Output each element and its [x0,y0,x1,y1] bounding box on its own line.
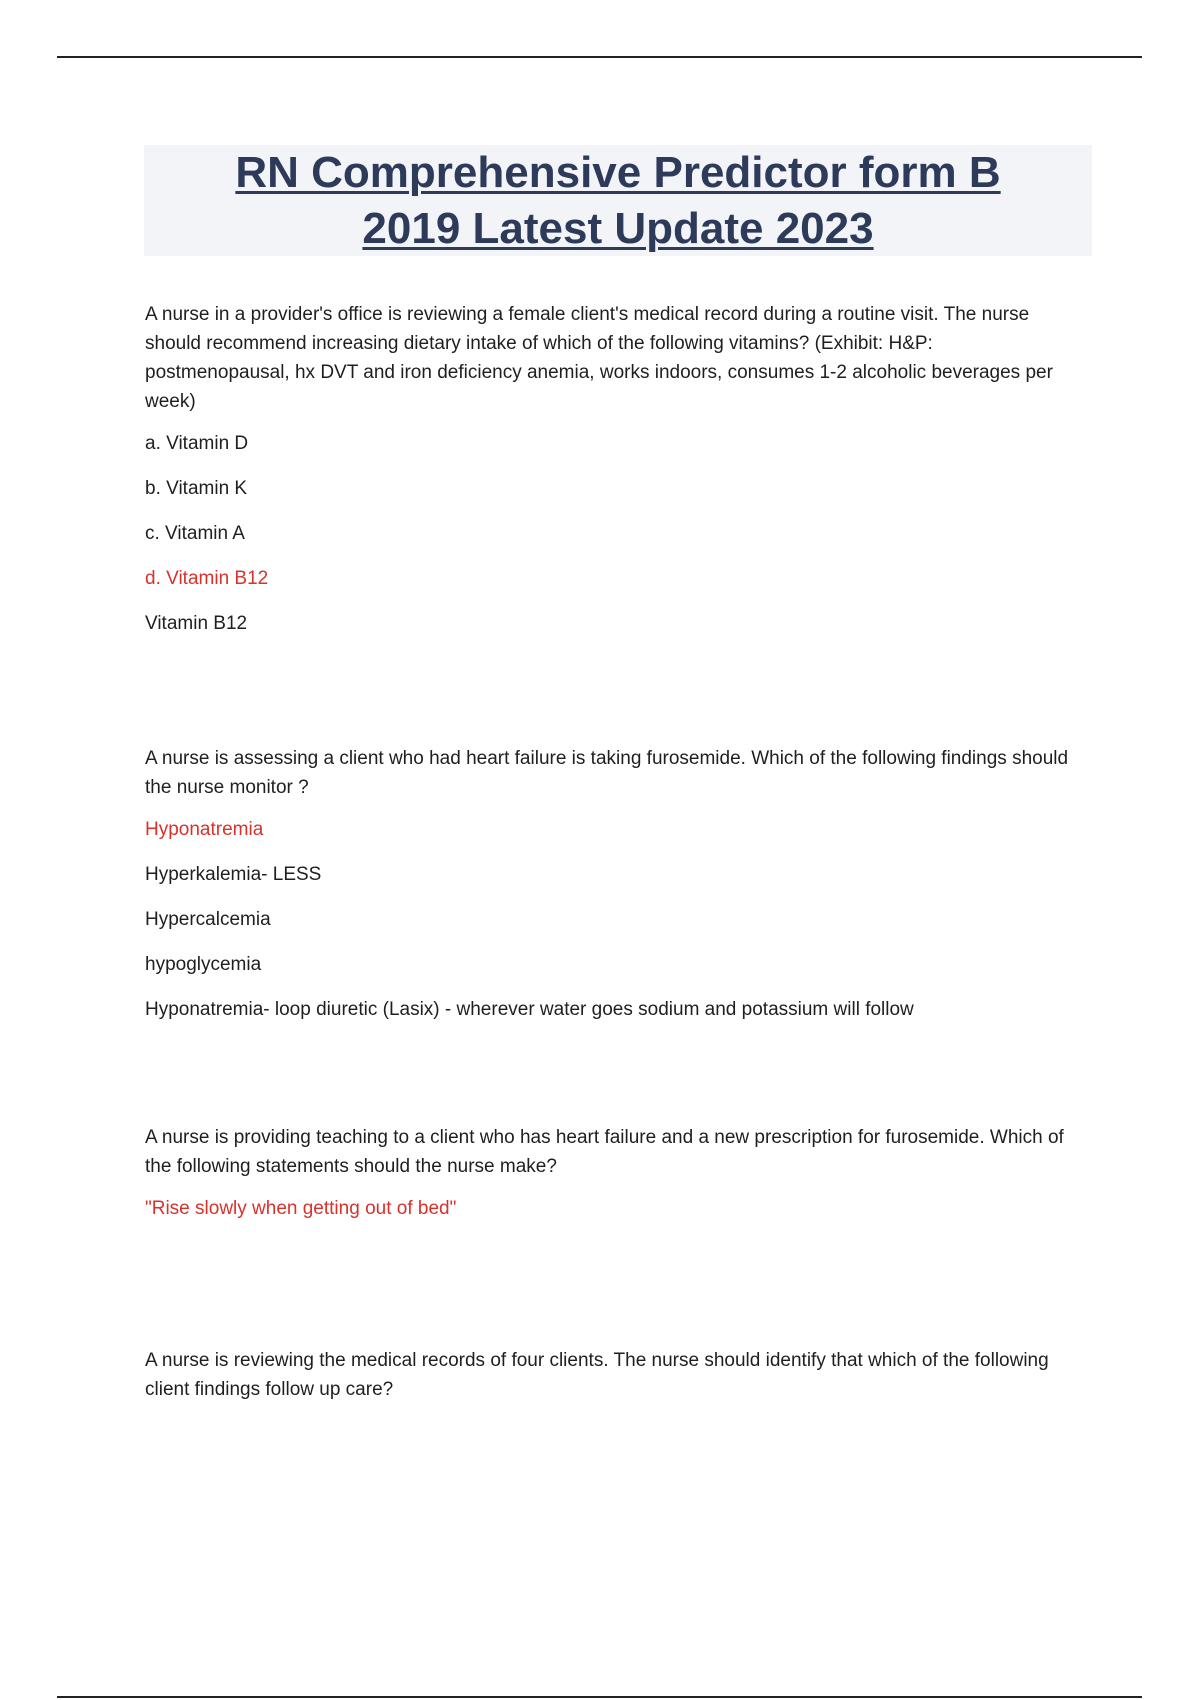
answer-option-d-correct: d. Vitamin B12 [145,568,269,589]
header-rule [57,56,1142,58]
question-block-3 [145,1123,1080,1223]
answer-option: Hypercalcemia [145,909,271,930]
question-block-2 [145,744,1080,1024]
answer-option-c: c. Vitamin A [145,523,245,544]
answer-explanation: Hyponatremia- loop diuretic (Lasix) - wherever water goes sodium and potassium will follow [145,999,914,1020]
answer-option-b: b. Vitamin K [145,478,248,499]
title-line-1: RN Comprehensive Predictor form B [235,148,1001,197]
question-text: A nurse is providing teaching to a client who has heart failure and a new prescription for furosemide. Which of the following statements should the nurse make? [145,1127,1064,1177]
answer-option-correct: Hyponatremia [145,819,264,840]
question-text: A nurse is reviewing the medical records of four clients. The nurse should identify that which of the following client findings follow up care? [145,1350,1049,1400]
answer-option: Hyperkalemia- LESS [145,864,322,885]
answer-explanation: Vitamin B12 [145,613,248,634]
footer-rule [57,1696,1142,1698]
answer-option-a: a. Vitamin D [145,433,249,454]
answer-option-correct: "Rise slowly when getting out of bed" [145,1198,457,1219]
question-list [145,300,1080,1417]
answer-option: hypoglycemia [145,954,262,975]
question-text: A nurse is assessing a client who had heart failure is taking furosemide. Which of the following findings should the nurse monitor ? [145,748,1069,798]
question-block-1 [145,300,1080,638]
document-title [144,145,1092,256]
question-text: A nurse in a provider's office is reviewing a female client's medical record during a routine visit. The nurse should recommend increasing dietary intake of which of the following vitamins? (Exhibit: H&P: postmenopausal, hx DVT and iron deficiency anemia, works indoors, consumes 1-2 alcoholic beverages per week) [145,304,1053,412]
title-line-2: 2019 Latest Update 2023 [362,204,874,253]
question-block-4 [145,1346,1080,1404]
